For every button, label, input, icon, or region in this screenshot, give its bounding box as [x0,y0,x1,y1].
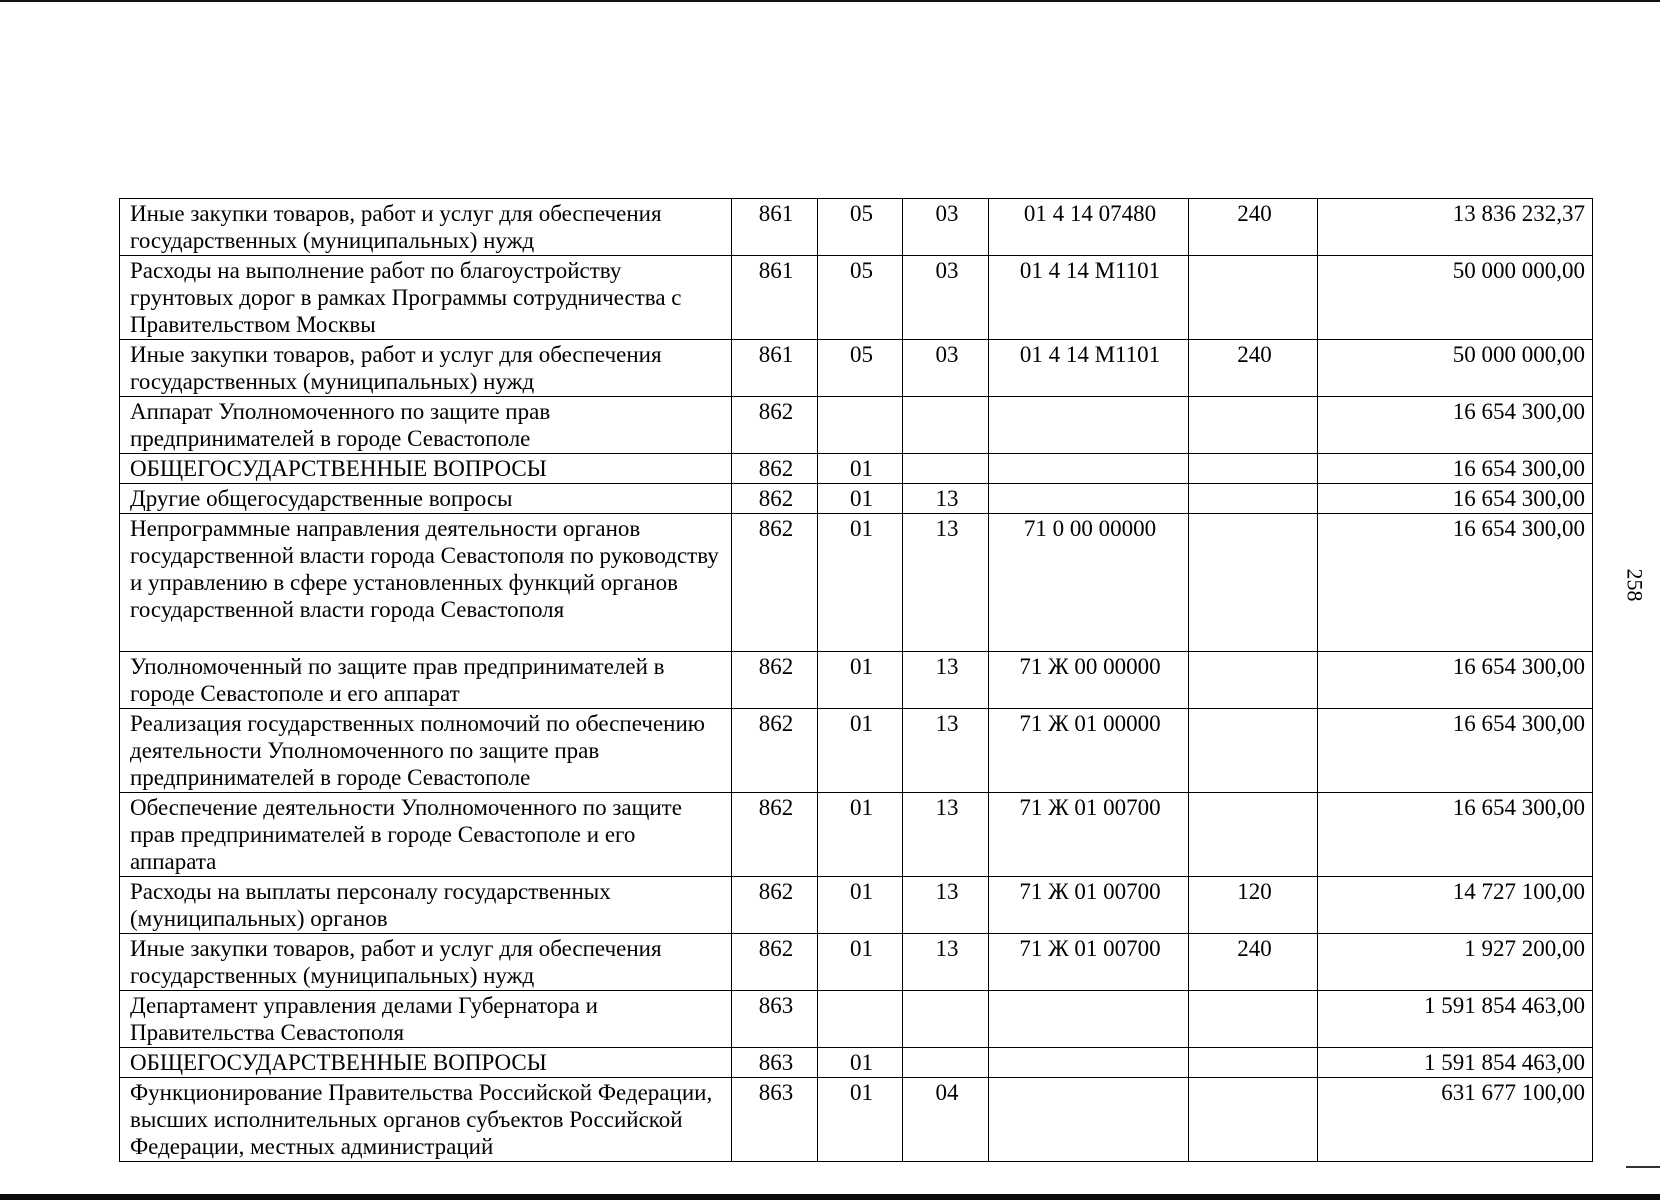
subsection-code-cell: 13 [903,484,989,514]
subsection-code-cell: 13 [903,877,989,934]
expense-type-cell [1189,397,1318,454]
section-code-cell [818,991,903,1048]
section-code-cell: 01 [818,877,903,934]
ministry-code-cell: 862 [732,709,818,793]
section-code-cell: 01 [818,514,903,652]
ministry-code-cell: 861 [732,256,818,340]
section-code-cell: 05 [818,199,903,256]
subsection-code-cell: 03 [903,199,989,256]
subsection-code-cell: 03 [903,340,989,397]
expense-name-cell: Департамент управления делами Губернатора и Правительства Севастополя [120,991,732,1048]
target-article-cell [989,397,1189,454]
amount-cell: 1 591 854 463,00 [1318,1048,1593,1078]
ministry-code-cell: 861 [732,199,818,256]
expense-name-cell: Другие общегосударственные вопросы [120,484,732,514]
section-code-cell: 01 [818,454,903,484]
table-row [120,877,1593,934]
amount-cell: 16 654 300,00 [1318,793,1593,877]
subsection-code-cell: 03 [903,256,989,340]
section-code-cell: 05 [818,256,903,340]
subsection-code-cell [903,1048,989,1078]
expense-name-cell: Расходы на выполнение работ по благоустройству грунтовых дорог в рамках Программы сотрудничества с Правительством Москвы [120,256,732,340]
ministry-code-cell: 862 [732,652,818,709]
target-article-cell: 71 Ж 01 00700 [989,877,1189,934]
amount-cell: 16 654 300,00 [1318,454,1593,484]
table-row [120,652,1593,709]
expense-type-cell [1189,793,1318,877]
page-number: 258 [1622,568,1648,602]
amount-cell: 631 677 100,00 [1318,1078,1593,1162]
scan-edge-mark [1626,1166,1660,1168]
subsection-code-cell: 13 [903,934,989,991]
target-article-cell [989,484,1189,514]
amount-cell: 13 836 232,37 [1318,199,1593,256]
scan-top-border [0,0,1660,2]
expense-type-cell [1189,991,1318,1048]
ministry-code-cell: 863 [732,1078,818,1162]
section-code-cell: 01 [818,1078,903,1162]
table-row [120,709,1593,793]
ministry-code-cell: 862 [732,454,818,484]
table-row [120,256,1593,340]
target-article-cell [989,991,1189,1048]
table-row [120,454,1593,484]
table-row [120,514,1593,652]
amount-cell: 16 654 300,00 [1318,514,1593,652]
section-code-cell: 01 [818,1048,903,1078]
table-row [120,484,1593,514]
target-article-cell [989,454,1189,484]
budget-table-body [120,199,1593,1162]
amount-cell: 16 654 300,00 [1318,709,1593,793]
subsection-code-cell: 13 [903,793,989,877]
section-code-cell: 01 [818,652,903,709]
expense-name-cell: Расходы на выплаты персоналу государственных (муниципальных) органов [120,877,732,934]
target-article-cell: 71 Ж 01 00700 [989,934,1189,991]
expense-name-cell: Иные закупки товаров, работ и услуг для обеспечения государственных (муниципальных) нужд [120,934,732,991]
subsection-code-cell: 13 [903,652,989,709]
ministry-code-cell: 863 [732,991,818,1048]
expense-name-cell: Обеспечение деятельности Уполномоченного по защите прав предпринимателей в городе Севастополе и его аппарата [120,793,732,877]
target-article-cell: 01 4 14 М1101 [989,256,1189,340]
subsection-code-cell [903,454,989,484]
expense-name-cell: Аппарат Уполномоченного по защите прав предпринимателей в городе Севастополе [120,397,732,454]
target-article-cell: 71 0 00 00000 [989,514,1189,652]
ministry-code-cell: 862 [732,934,818,991]
amount-cell: 1 927 200,00 [1318,934,1593,991]
expense-type-cell [1189,652,1318,709]
expense-type-cell [1189,1078,1318,1162]
expense-name-cell: Уполномоченный по защите прав предпринимателей в городе Севастополе и его аппарат [120,652,732,709]
table-row [120,1078,1593,1162]
expense-name-cell: Реализация государственных полномочий по обеспечению деятельности Уполномоченного по защите прав предпринимателей в городе Севастополе [120,709,732,793]
expense-type-cell: 240 [1189,199,1318,256]
expense-type-cell: 240 [1189,934,1318,991]
table-row [120,397,1593,454]
ministry-code-cell: 862 [732,397,818,454]
expense-type-cell [1189,454,1318,484]
table-row [120,1048,1593,1078]
expense-type-cell [1189,709,1318,793]
expense-name-cell: Непрограммные направления деятельности органов государственной власти города Севастополя по руководству и управлению в сфере установленных функций органов государственной власти города Севастополя [120,514,732,652]
section-code-cell: 01 [818,484,903,514]
subsection-code-cell [903,991,989,1048]
amount-cell: 1 591 854 463,00 [1318,991,1593,1048]
scan-bottom-border [0,1194,1660,1200]
section-code-cell: 01 [818,934,903,991]
table-row [120,199,1593,256]
table-row [120,340,1593,397]
section-code-cell: 01 [818,793,903,877]
expense-name-cell: Иные закупки товаров, работ и услуг для обеспечения государственных (муниципальных) нужд [120,340,732,397]
amount-cell: 16 654 300,00 [1318,397,1593,454]
expense-type-cell: 120 [1189,877,1318,934]
table-row [120,934,1593,991]
target-article-cell: 71 Ж 01 00000 [989,709,1189,793]
expense-type-cell [1189,1048,1318,1078]
amount-cell: 14 727 100,00 [1318,877,1593,934]
ministry-code-cell: 861 [732,340,818,397]
subsection-code-cell: 13 [903,709,989,793]
ministry-code-cell: 862 [732,484,818,514]
amount-cell: 50 000 000,00 [1318,256,1593,340]
section-code-cell: 01 [818,709,903,793]
expense-name-cell: Функционирование Правительства Российской Федерации, высших исполнительных органов субъектов Российской Федерации, местных администраций [120,1078,732,1162]
table-row [120,991,1593,1048]
ministry-code-cell: 862 [732,877,818,934]
expense-name-cell: Иные закупки товаров, работ и услуг для обеспечения государственных (муниципальных) нужд [120,199,732,256]
amount-cell: 50 000 000,00 [1318,340,1593,397]
expense-name-cell: ОБЩЕГОСУДАРСТВЕННЫЕ ВОПРОСЫ [120,1048,732,1078]
target-article-cell: 71 Ж 00 00000 [989,652,1189,709]
target-article-cell [989,1078,1189,1162]
subsection-code-cell: 13 [903,514,989,652]
section-code-cell: 05 [818,340,903,397]
expense-name-cell: ОБЩЕГОСУДАРСТВЕННЫЕ ВОПРОСЫ [120,454,732,484]
ministry-code-cell: 863 [732,1048,818,1078]
amount-cell: 16 654 300,00 [1318,652,1593,709]
target-article-cell: 71 Ж 01 00700 [989,793,1189,877]
target-article-cell [989,1048,1189,1078]
expense-type-cell [1189,256,1318,340]
subsection-code-cell: 04 [903,1078,989,1162]
expense-type-cell [1189,514,1318,652]
ministry-code-cell: 862 [732,514,818,652]
section-code-cell [818,397,903,454]
subsection-code-cell [903,397,989,454]
budget-table [119,198,1593,1162]
amount-cell: 16 654 300,00 [1318,484,1593,514]
target-article-cell: 01 4 14 07480 [989,199,1189,256]
table-row [120,793,1593,877]
ministry-code-cell: 862 [732,793,818,877]
target-article-cell: 01 4 14 М1101 [989,340,1189,397]
expense-type-cell [1189,484,1318,514]
expense-type-cell: 240 [1189,340,1318,397]
